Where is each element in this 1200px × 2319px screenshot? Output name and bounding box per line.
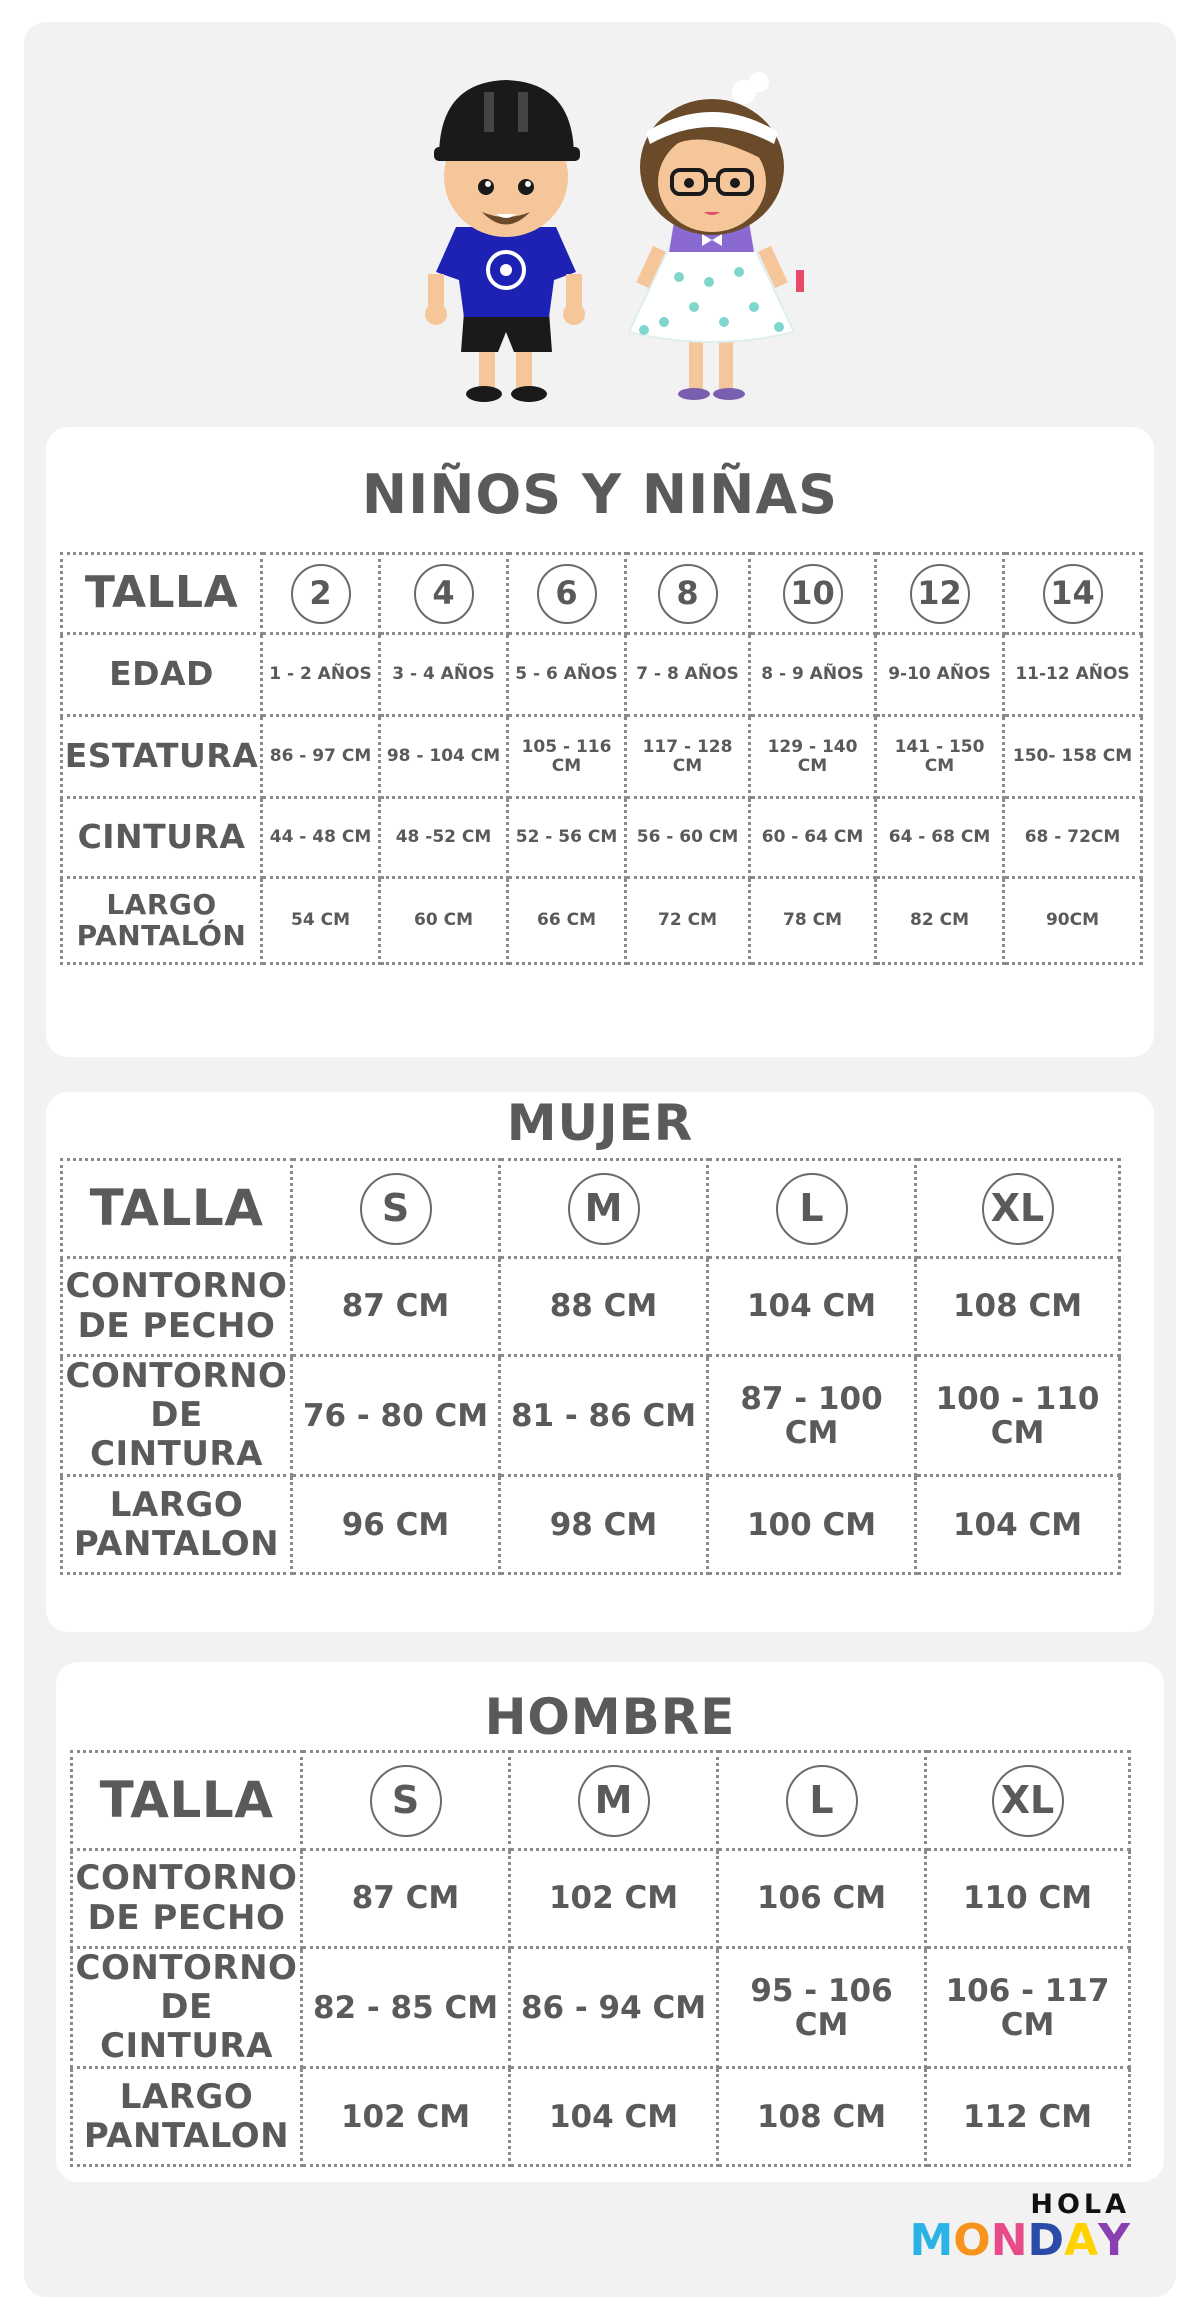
table-cell: 104 CM	[916, 1476, 1120, 1574]
table-cell: 1 - 2 AÑOS	[262, 634, 380, 716]
kids-title: NIÑOS Y NIÑAS	[361, 463, 839, 526]
table-cell: 117 - 128 CM	[626, 716, 750, 798]
logo-letter: D	[1027, 2215, 1065, 2266]
row-label-contorno-pecho	[72, 1850, 302, 1948]
row-label-line: CONTORNO	[75, 1858, 298, 1899]
row-label-line: LARGO	[119, 2076, 254, 2117]
kids-size-table	[60, 552, 1143, 965]
row-label-estatura: ESTATURA	[62, 716, 262, 798]
table-cell: 60 - 64 CM	[750, 798, 876, 878]
table-cell: 150- 158 CM	[1004, 716, 1142, 798]
table-cell: 105 - 116 CM	[508, 716, 626, 798]
size-badge-m: M	[578, 1765, 650, 1837]
table-cell: 78 CM	[750, 878, 876, 964]
row-label-contorno-cintura	[62, 1356, 292, 1476]
table-cell: 3 - 4 AÑOS	[380, 634, 508, 716]
table-cell: 98 CM	[500, 1476, 708, 1574]
kids-size-card	[46, 427, 1154, 1057]
table-cell: 87 - 100 CM	[708, 1356, 916, 1476]
row-label-cintura: CINTURA	[62, 798, 262, 878]
table-cell: 112 CM	[926, 2068, 1130, 2166]
logo-wordmark	[909, 2215, 1131, 2266]
table-cell: 102 CM	[510, 1850, 718, 1948]
table-cell: 88 CM	[500, 1258, 708, 1356]
table-cell: 81 - 86 CM	[500, 1356, 708, 1476]
hero-illustration	[24, 22, 1176, 422]
size-guide-page	[24, 22, 1176, 2297]
table-cell: 106 - 117 CM	[926, 1948, 1130, 2068]
table-cell: 7 - 8 AÑOS	[626, 634, 750, 716]
logo-letter: O	[953, 2215, 991, 2266]
size-badge-4: 4	[414, 564, 474, 624]
row-label-line: LARGO	[106, 887, 217, 921]
row-label-line: PANTALÓN	[76, 918, 247, 952]
table-cell: 68 - 72CM	[1004, 798, 1142, 878]
row-label-line: CONTORNO	[65, 1356, 288, 1396]
table-cell: 86 - 94 CM	[510, 1948, 718, 2068]
men-size-table	[70, 1750, 1131, 2167]
table-cell: 110 CM	[926, 1850, 1130, 1948]
size-badge-6: 6	[537, 564, 597, 624]
row-label-largo-pantalon	[72, 2068, 302, 2166]
table-cell: 5 - 6 AÑOS	[508, 634, 626, 716]
row-label-contorno-cintura	[72, 1948, 302, 2068]
row-label-line: LARGO	[109, 1484, 244, 1525]
table-cell: 129 - 140 CM	[750, 716, 876, 798]
table-cell: 82 CM	[876, 878, 1004, 964]
row-label-edad: EDAD	[62, 634, 262, 716]
boy-illustration	[425, 80, 585, 402]
table-cell: 108 CM	[718, 2068, 926, 2166]
kids-talla-label: TALLA	[62, 554, 262, 634]
table-cell: 108 CM	[916, 1258, 1120, 1356]
row-label-line: CONTORNO	[65, 1266, 288, 1307]
row-label-line: PANTALON	[83, 2115, 290, 2156]
table-cell: 76 - 80 CM	[292, 1356, 500, 1476]
size-badge-10: 10	[783, 564, 843, 624]
row-label-line: DE CINTURA	[90, 1395, 263, 1475]
table-cell: 86 - 97 CM	[262, 716, 380, 798]
table-cell: 95 - 106 CM	[718, 1948, 926, 2068]
row-label-contorno-pecho	[62, 1258, 292, 1356]
size-badge-xl: XL	[982, 1173, 1054, 1245]
row-label-line: PANTALON	[73, 1523, 280, 1564]
table-cell: 104 CM	[510, 2068, 718, 2166]
table-cell: 66 CM	[508, 878, 626, 964]
men-size-card	[56, 1662, 1164, 2182]
row-label-line: CONTORNO	[75, 1948, 298, 1988]
table-cell: 82 - 85 CM	[302, 1948, 510, 2068]
logo-letter: Y	[1098, 2215, 1130, 2266]
table-cell: 8 - 9 AÑOS	[750, 634, 876, 716]
logo-letter: M	[909, 2215, 954, 2266]
women-talla-label: TALLA	[62, 1160, 292, 1258]
men-talla-label: TALLA	[72, 1752, 302, 1850]
size-badge-m: M	[568, 1173, 640, 1245]
row-label-largo-pantalon	[62, 878, 262, 964]
row-label-largo-pantalon	[62, 1476, 292, 1574]
table-cell: 141 - 150 CM	[876, 716, 1004, 798]
table-cell: 102 CM	[302, 2068, 510, 2166]
table-cell: 44 - 48 CM	[262, 798, 380, 878]
girl-illustration	[629, 72, 804, 400]
table-cell: 96 CM	[292, 1476, 500, 1574]
row-label-line: DE PECHO	[87, 1897, 286, 1938]
logo-top-text: HOLA	[1030, 2189, 1130, 2220]
table-cell: 87 CM	[302, 1850, 510, 1948]
size-badge-xl: XL	[992, 1765, 1064, 1837]
table-cell: 106 CM	[718, 1850, 926, 1948]
size-badge-14: 14	[1043, 564, 1103, 624]
table-cell: 64 - 68 CM	[876, 798, 1004, 878]
size-badge-s: S	[370, 1765, 442, 1837]
table-cell: 9-10 AÑOS	[876, 634, 1004, 716]
hola-monday-logo	[910, 2189, 1130, 2279]
table-cell: 90CM	[1004, 878, 1142, 964]
table-cell: 104 CM	[708, 1258, 916, 1356]
table-cell: 98 - 104 CM	[380, 716, 508, 798]
table-cell: 56 - 60 CM	[626, 798, 750, 878]
table-cell: 11-12 AÑOS	[1004, 634, 1142, 716]
row-label-line: DE PECHO	[77, 1305, 276, 1346]
size-badge-12: 12	[910, 564, 970, 624]
table-cell: 48 -52 CM	[380, 798, 508, 878]
women-size-card	[46, 1092, 1154, 1632]
size-badge-l: L	[786, 1765, 858, 1837]
size-badge-l: L	[776, 1173, 848, 1245]
table-cell: 60 CM	[380, 878, 508, 964]
table-cell: 100 - 110 CM	[916, 1356, 1120, 1476]
men-title: HOMBRE	[484, 1688, 736, 1746]
size-badge-2: 2	[291, 564, 351, 624]
table-cell: 52 - 56 CM	[508, 798, 626, 878]
women-title: MUJER	[506, 1094, 694, 1152]
logo-letter: N	[990, 2215, 1028, 2266]
table-cell: 100 CM	[708, 1476, 916, 1574]
table-cell: 87 CM	[292, 1258, 500, 1356]
logo-letter: A	[1064, 2215, 1099, 2266]
size-badge-s: S	[360, 1173, 432, 1245]
table-cell: 72 CM	[626, 878, 750, 964]
table-cell: 54 CM	[262, 878, 380, 964]
row-label-line: DE CINTURA	[100, 1987, 273, 2067]
women-size-table	[60, 1158, 1121, 1575]
size-badge-8: 8	[658, 564, 718, 624]
